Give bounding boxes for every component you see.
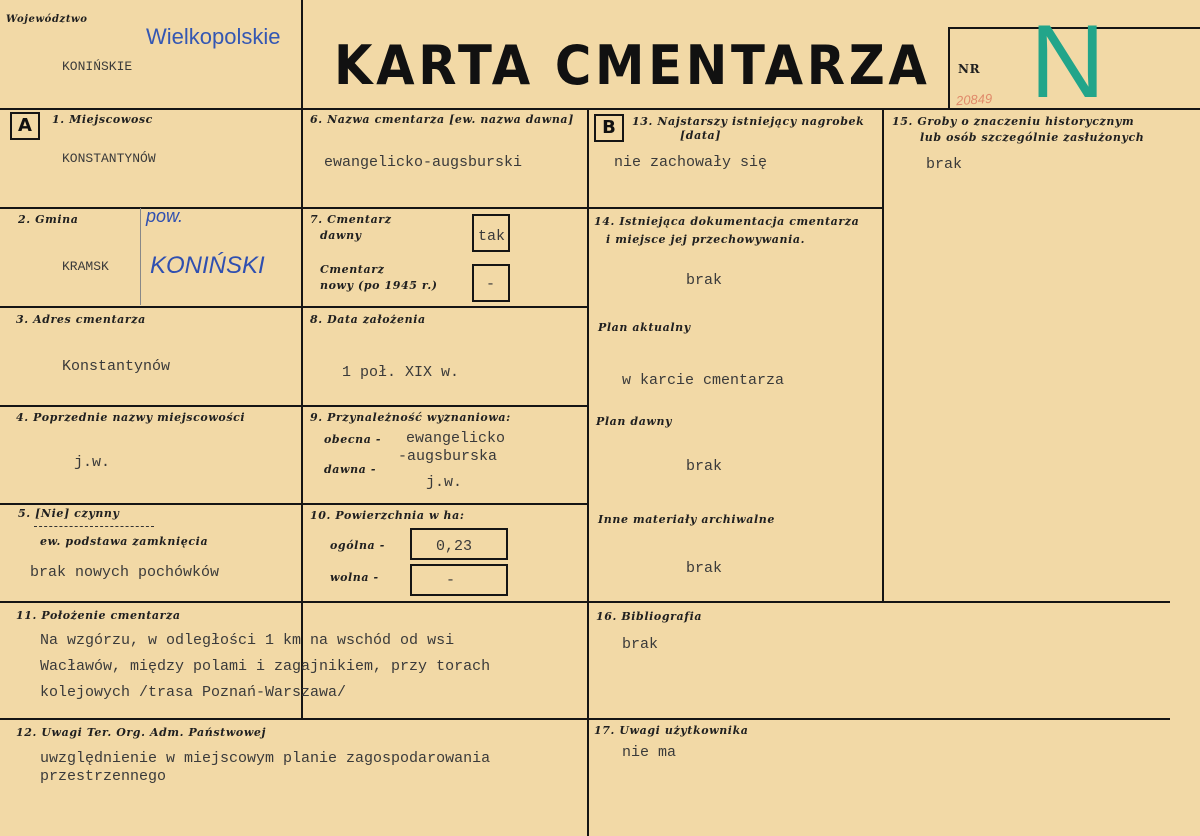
field-15-value: brak bbox=[926, 156, 963, 173]
field-12-line1: uwzględnienie w miejscowym planie zagospodarowania bbox=[40, 750, 491, 767]
field-13-label: 13. Najstarszy istniejący nagrobek bbox=[632, 115, 865, 128]
field-15-label: 15. Groby o znaczeniu historycznym bbox=[892, 115, 1135, 128]
field-7-label-nowy2: nowy (po 1945 r.) bbox=[320, 279, 438, 292]
field-11-line2: Wacławów, między polami i zagajnikiem, przy torach bbox=[40, 658, 491, 675]
field-13-value: nie zachowały się bbox=[614, 154, 768, 171]
field-2-hand-value: KONIŃSKI bbox=[150, 252, 265, 279]
field-13-sublabel: [data] bbox=[680, 129, 722, 142]
plan-dawny-label: Plan dawny bbox=[596, 415, 673, 428]
field-9-obecna-value1: ewangelicko bbox=[406, 430, 506, 447]
field-1-label: 1. Miejscowosc bbox=[52, 113, 153, 126]
divider bbox=[948, 28, 950, 110]
divider bbox=[0, 405, 588, 407]
section-a-marker: A bbox=[10, 112, 40, 140]
field-12-label: 12. Uwagi Ter. Org. Adm. Państwowej bbox=[16, 726, 267, 739]
divider bbox=[0, 207, 588, 209]
field-10-ogolna-value: 0,23 bbox=[436, 538, 473, 555]
nr-label: NR bbox=[958, 62, 981, 76]
divider bbox=[588, 207, 884, 209]
field-8-value: 1 poł. XIX w. bbox=[342, 364, 460, 381]
field-2-hand-pow: pow. bbox=[146, 206, 184, 226]
field-1-value: KONSTANTYNÓW bbox=[62, 151, 156, 166]
field-14-sublabel: i miejsce jej przechowywania. bbox=[606, 233, 806, 246]
plan-dawny-value: brak bbox=[686, 458, 723, 475]
inne-materialy-label: Inne materiały archiwalne bbox=[598, 513, 775, 526]
field-9-label: 9. Przynależność wyznaniowa: bbox=[310, 411, 511, 424]
nr-letter: N bbox=[1030, 4, 1106, 120]
field-16-label: 16. Bibliografia bbox=[596, 610, 703, 623]
field-17-value: nie ma bbox=[622, 744, 677, 761]
field-9-dawna-label: dawna - bbox=[324, 463, 377, 476]
field-6-value: ewangelicko-augsburski bbox=[324, 154, 523, 171]
field-10-label: 10. Powierzchnia w ha: bbox=[310, 509, 465, 522]
field-12-line2: przestrzennego bbox=[40, 768, 167, 785]
divider bbox=[0, 108, 1200, 110]
field-11-label: 11. Położenie cmentarza bbox=[16, 609, 181, 622]
wojewodztwo-label: Województwo bbox=[6, 14, 88, 25]
field-10-ogolna-label: ogólna - bbox=[330, 539, 385, 552]
field-5-value: brak nowych pochówków bbox=[30, 564, 220, 581]
field-10-wolna-label: wolna - bbox=[330, 571, 379, 584]
page-title: KARTA CMENTARZA bbox=[334, 34, 931, 97]
field-10-wolna-box bbox=[410, 564, 508, 596]
field-4-label: 4. Poprzednie nazwy miejscowości bbox=[16, 411, 246, 424]
divider bbox=[0, 601, 1170, 603]
field-7-label-nowy1: Cmentarz bbox=[320, 263, 385, 276]
field-5-label: 5. [Nie] czynny bbox=[18, 507, 120, 520]
section-b-marker: B bbox=[594, 114, 624, 142]
field-9-dawna-value: j.w. bbox=[426, 474, 463, 491]
field-9-obecna-label: obecna - bbox=[324, 433, 382, 446]
strike-dashes bbox=[34, 526, 154, 527]
divider bbox=[882, 108, 884, 602]
field-14-label: 14. Istniejąca dokumentacja cmentarza bbox=[594, 215, 860, 228]
plan-aktualny-value: w karcie cmentarza bbox=[622, 372, 785, 389]
field-7-label: 7. Cmentarz bbox=[310, 213, 392, 226]
field-16-value: brak bbox=[622, 636, 659, 653]
field-11-line3: kolejowych /trasa Poznań-Warszawa/ bbox=[40, 684, 347, 701]
divider bbox=[0, 306, 588, 308]
divider bbox=[140, 208, 141, 305]
field-8-label: 8. Data założenia bbox=[310, 313, 426, 326]
nr-pencil-number: 20849 bbox=[955, 90, 993, 109]
field-10-wolna-value: - bbox=[446, 572, 456, 589]
field-14-value: brak bbox=[686, 272, 723, 289]
field-3-value: Konstantynów bbox=[62, 358, 171, 375]
divider bbox=[0, 503, 588, 505]
field-3-label: 3. Adres cmentarza bbox=[16, 313, 146, 326]
field-7-nowy-value: - bbox=[486, 276, 496, 293]
field-2-value: KRAMSK bbox=[62, 259, 109, 274]
field-17-label: 17. Uwagi użytkownika bbox=[594, 724, 749, 737]
field-7-dawny-value: tak bbox=[478, 228, 506, 245]
field-7-label-dawny: dawny bbox=[320, 229, 362, 242]
field-2-label: 2. Gmina bbox=[18, 213, 79, 226]
divider bbox=[0, 718, 1170, 720]
field-9-obecna-value2: -augsburska bbox=[398, 448, 498, 465]
wojewodztwo-stamp: Wielkopolskie bbox=[146, 24, 281, 49]
field-5-sublabel: ew. podstawa zamknięcia bbox=[40, 535, 209, 548]
divider bbox=[587, 108, 589, 836]
inne-materialy-value: brak bbox=[686, 560, 723, 577]
field-11-line1: Na wzgórzu, w odległości 1 km na wschód od wsi bbox=[40, 632, 455, 649]
field-6-label: 6. Nazwa cmentarza [ew. nazwa dawna] bbox=[310, 113, 574, 126]
field-4-value: j.w. bbox=[74, 454, 111, 471]
plan-aktualny-label: Plan aktualny bbox=[598, 321, 691, 334]
wojewodztwo-value: KONIŃSKIE bbox=[62, 59, 133, 74]
field-15-sublabel: lub osób szczególnie zasłużonych bbox=[920, 131, 1145, 144]
